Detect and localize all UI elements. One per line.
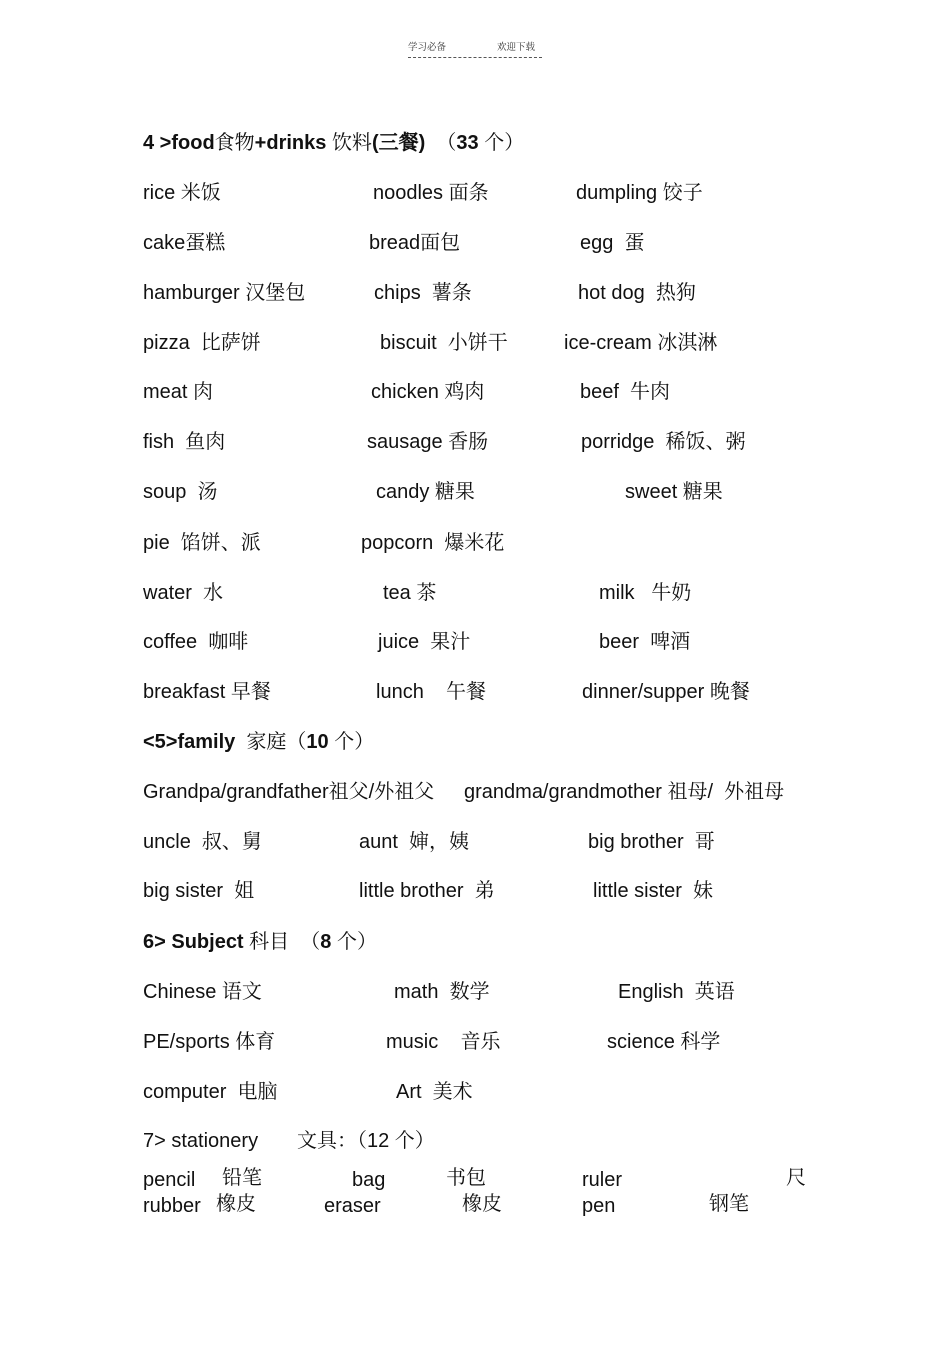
meals-label: (三餐) bbox=[371, 132, 426, 154]
stationery-item-cn: 铅笔 bbox=[222, 1167, 262, 1189]
count-open: （ bbox=[436, 132, 457, 154]
header-right-text: 欢迎下载 bbox=[497, 42, 536, 53]
meal-item: dinner/supper 晚餐 bbox=[582, 681, 750, 703]
food-item: sweet 糖果 bbox=[625, 481, 723, 503]
subject-heading-en: 6> Subject bbox=[143, 931, 244, 953]
family-item: uncle 叔、舅 bbox=[143, 831, 262, 853]
food-item: dumpling 饺子 bbox=[576, 182, 703, 204]
stationery-item-cn: 钢笔 bbox=[709, 1193, 749, 1215]
family-heading-cn: 家庭（ bbox=[246, 731, 307, 753]
count-close: 个） bbox=[334, 731, 375, 753]
subject-item: music 音乐 bbox=[386, 1031, 501, 1053]
drinks-heading-cn: 饮料 bbox=[331, 132, 372, 154]
family-heading-en: <5>family bbox=[143, 731, 236, 753]
stationery-item: eraser bbox=[324, 1195, 381, 1217]
stationery-heading: 7> stationery 文具：（12 个） bbox=[143, 1130, 435, 1152]
drink-item: tea 茶 bbox=[383, 582, 437, 604]
food-heading-en: 4 >food bbox=[143, 132, 215, 154]
subject-item: English 英语 bbox=[618, 981, 735, 1003]
drink-item: juice 果汁 bbox=[378, 631, 471, 653]
stationery-item: pen bbox=[582, 1195, 616, 1217]
family-item: little sister 妹 bbox=[593, 880, 714, 902]
meal-item: lunch 午餐 bbox=[376, 681, 487, 703]
subject-item: math 数学 bbox=[394, 981, 490, 1003]
family-item: Grandpa/grandfather祖父/外祖父 bbox=[143, 781, 435, 803]
food-item: pie 馅饼、派 bbox=[143, 532, 261, 554]
count-close: 个） bbox=[484, 132, 525, 154]
stationery-item-cn: 书包 bbox=[446, 1167, 486, 1189]
food-heading bbox=[143, 131, 524, 155]
food-item: pizza 比萨饼 bbox=[143, 332, 261, 354]
food-item: noodles 面条 bbox=[373, 182, 489, 204]
food-item: rice 米饭 bbox=[143, 182, 221, 204]
food-heading-cn: 食物 bbox=[214, 132, 255, 154]
food-item: hot dog 热狗 bbox=[578, 282, 696, 304]
food-item: bread面包 bbox=[369, 232, 461, 254]
stationery-item: bag bbox=[352, 1169, 386, 1191]
subject-item: Art 美术 bbox=[396, 1081, 473, 1103]
food-item: chips 薯条 bbox=[374, 282, 472, 304]
food-item: cake蛋糕 bbox=[143, 232, 226, 254]
family-item: grandma/grandmother 祖母/ 外祖母 bbox=[464, 781, 785, 803]
family-item: big brother 哥 bbox=[588, 831, 715, 853]
page-header bbox=[408, 39, 542, 58]
family-item: little brother 弟 bbox=[359, 880, 495, 902]
family-heading bbox=[143, 730, 374, 754]
subject-heading-cn: 科目 （ bbox=[249, 931, 321, 953]
stationery-item: ruler bbox=[582, 1169, 623, 1191]
food-item: candy 糖果 bbox=[376, 481, 475, 503]
food-item: sausage 香肠 bbox=[367, 431, 489, 453]
food-count: 33 bbox=[456, 132, 479, 154]
subject-count: 8 bbox=[320, 931, 332, 953]
family-count: 10 bbox=[306, 731, 329, 753]
stationery-item: pencil bbox=[143, 1169, 196, 1191]
stationery-item-cn: 尺 bbox=[786, 1167, 806, 1189]
food-item: ice-cream 冰淇淋 bbox=[564, 332, 718, 354]
stationery-item-cn: 橡皮 bbox=[462, 1193, 502, 1215]
food-item: porridge 稀饭、粥 bbox=[581, 431, 746, 453]
meal-item: breakfast 早餐 bbox=[143, 681, 271, 703]
subject-heading bbox=[143, 930, 377, 954]
food-item: chicken 鸡肉 bbox=[371, 381, 485, 403]
subject-item: PE/sports 体育 bbox=[143, 1031, 276, 1053]
food-item: popcorn 爆米花 bbox=[361, 532, 505, 554]
subject-item: computer 电脑 bbox=[143, 1081, 278, 1103]
drinks-heading-en: +drinks bbox=[254, 132, 327, 154]
subject-item: Chinese 语文 bbox=[143, 981, 262, 1003]
drink-item: beer 啤酒 bbox=[599, 631, 691, 653]
food-item: soup 汤 bbox=[143, 481, 218, 503]
food-item: beef 牛肉 bbox=[580, 381, 671, 403]
stationery-item-cn: 橡皮 bbox=[216, 1193, 256, 1215]
food-item: fish 鱼肉 bbox=[143, 431, 226, 453]
stationery-item: rubber bbox=[143, 1195, 201, 1217]
subject-item: science 科学 bbox=[607, 1031, 721, 1053]
food-item: egg 蛋 bbox=[580, 232, 645, 254]
count-close: 个） bbox=[336, 931, 377, 953]
family-item: aunt 婶，姨 bbox=[359, 831, 470, 853]
drink-item: milk 牛奶 bbox=[599, 582, 692, 604]
drink-item: water 水 bbox=[143, 582, 224, 604]
food-item: hamburger 汉堡包 bbox=[143, 282, 306, 304]
food-item: meat 肉 bbox=[143, 381, 214, 403]
drink-item: coffee 咖啡 bbox=[143, 631, 249, 653]
header-left-text: 学习必备 bbox=[408, 42, 447, 53]
family-item: big sister 姐 bbox=[143, 880, 255, 902]
food-item: biscuit 小饼干 bbox=[380, 332, 508, 354]
